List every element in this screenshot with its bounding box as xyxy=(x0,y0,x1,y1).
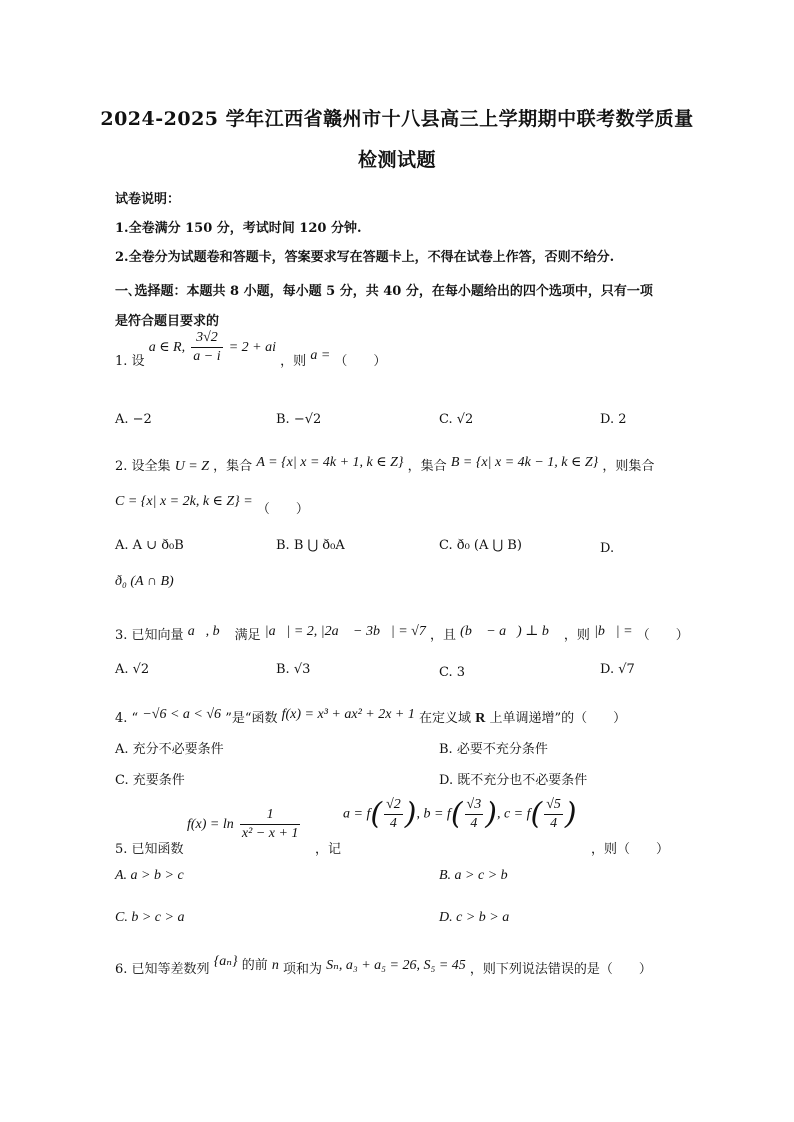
q3-option-c: C. 3 xyxy=(439,665,466,680)
q2-option-b: B. B ⋃ ð₀A xyxy=(276,538,345,553)
q1-option-b: B. −√2 xyxy=(276,412,322,427)
q2-set-b: B = {x| x = 4k − 1, k ∈ Z} xyxy=(450,455,599,470)
instructions-heading: 试卷说明： xyxy=(115,192,181,207)
instruction-item-1: 1.全卷满分 150 分，考试时间 120 分钟. xyxy=(115,221,362,236)
q3-option-a: A. √2 xyxy=(115,662,150,677)
q2-universal-set: U = Z xyxy=(174,459,210,474)
q5-func-fraction xyxy=(240,806,301,843)
question-2-line2 xyxy=(115,490,309,517)
q4-option-a: A. 充分不必要条件 xyxy=(115,742,224,757)
exam-title-line2: 检测试题 xyxy=(357,149,436,171)
question-6 xyxy=(115,954,652,978)
q6-condition: Sₙ, a₃ + a₅ = 26, S₅ = 45 xyxy=(326,958,466,973)
q5-a-den: 4 xyxy=(389,816,397,831)
q5-func-lhs: f(x) = ln xyxy=(187,817,234,832)
question-3 xyxy=(115,624,689,644)
question-4 xyxy=(115,707,626,727)
q4-condition: −√6 < a < √6 xyxy=(142,707,222,722)
q2-option-a: A. A ∪ ð₀B xyxy=(115,538,184,553)
q1-blank: （ ） xyxy=(334,354,387,369)
q5-b-num: √3 xyxy=(465,796,484,815)
q2-option-d: D. xyxy=(600,541,615,556)
q6-mid: 的前 xyxy=(241,958,268,973)
q4-option-b: B. 必要不充分条件 xyxy=(439,742,548,757)
q2-tail: ，则集合 xyxy=(602,459,655,474)
q5-definitions: a = f( $\frac{√2}{4}$ ), b = f( $\frac{√3}{4}$ ), c = f( $\frac{√5}{4}$ ) xyxy=(343,796,577,832)
q1-frac-num: 3√2 xyxy=(191,329,222,348)
q5-option-a: A. a > b > c xyxy=(115,868,184,883)
q2-option-d-content: ð₀ (A ∩ B) xyxy=(115,574,174,589)
q6-tail: ，则下列说法错误的是（ ） xyxy=(469,962,652,977)
q5-function xyxy=(187,806,302,843)
q5-func-den: x² − x + 1 xyxy=(241,826,299,841)
q4-function: f(x) = x³ + ax² + 2x + 1 xyxy=(281,707,415,722)
q5-a-fraction xyxy=(384,796,403,833)
q1-frac-den: a − i xyxy=(193,349,221,364)
q5-b-den: 4 xyxy=(470,816,478,831)
q4-tail2: 上单调递增”的（ ） xyxy=(489,711,627,726)
q1-option-a: A. −2 xyxy=(115,412,152,427)
q5-c-den: 4 xyxy=(550,816,558,831)
q6-n: n xyxy=(271,958,279,973)
q4-mid: ”是“函数 xyxy=(225,711,278,726)
q1-equation: = 2 + ai xyxy=(228,340,277,355)
q3-tail: ，则 xyxy=(563,628,590,643)
question-1 xyxy=(115,330,387,380)
q3-option-d: D. √7 xyxy=(600,662,635,677)
q5-a-num: √2 xyxy=(384,796,403,815)
q6-sequence: {aₙ} xyxy=(213,954,238,969)
q2-mid2: ，集合 xyxy=(407,459,447,474)
q3-vectors: a⃗, b⃗ xyxy=(187,624,231,639)
q2-prefix: 2. 设全集 xyxy=(115,459,171,474)
q5-c-fraction xyxy=(544,796,563,833)
q3-perpendicular: (b⃗ − a⃗) ⊥ b⃗ xyxy=(460,624,560,639)
q5-option-b: B. a > c > b xyxy=(439,868,508,883)
q1-option-c: C. √2 xyxy=(439,412,474,427)
q2-blank: （ ） xyxy=(256,502,309,517)
q3-option-b: B. √3 xyxy=(276,662,311,677)
q1-fraction xyxy=(191,329,222,366)
q1-tail: ，则 xyxy=(280,354,307,369)
q3-prefix: 3. 已知向量 xyxy=(115,628,184,643)
q3-condition: |a⃗| = 2, |2a⃗ − 3b⃗| = √7 xyxy=(264,624,426,639)
q5-tail: ，则（ ） xyxy=(591,842,670,857)
q6-mid2: 项和为 xyxy=(283,962,323,977)
q1-expression xyxy=(148,330,280,364)
q1-condition: a ∈ R, xyxy=(148,340,186,355)
q5-option-c: C. b > c > a xyxy=(115,910,185,925)
q1-option-d: D. 2 xyxy=(600,412,627,427)
q4-domain-r: R xyxy=(475,711,486,726)
q2-mid1: ，集合 xyxy=(213,459,253,474)
q5-prefix: 5. 已知函数 xyxy=(115,842,184,857)
q5-b-fraction xyxy=(465,796,484,833)
section-heading-line1: 一､选择题：本题共 8 小题，每小题 5 分，共 40 分，在每小题给出的四个选项中，只有一项 xyxy=(115,284,653,299)
q3-mid2: ，且 xyxy=(430,628,457,643)
q1-prefix: 1. 设 xyxy=(115,354,145,369)
q2-option-c: C. ð₀ (A ⋃ B) xyxy=(439,538,522,553)
instruction-item-2: 2.全卷分为试题卷和答题卡，答案要求写在答题卡上，不得在试卷上作答，否则不给分. xyxy=(115,250,615,265)
q3-ask: |b⃗| = xyxy=(594,624,633,639)
q4-option-c: C. 充要条件 xyxy=(115,773,185,788)
q5-c-num: √5 xyxy=(544,796,563,815)
exam-title-line1: 2024-2025 学年江西省赣州市十八县高三上学期期中联考数学质量 xyxy=(100,108,694,130)
q2-set-c: C = {x| x = 2k, k ∈ Z} = xyxy=(115,494,253,509)
q4-tail: 在定义域 xyxy=(419,711,472,726)
q4-option-d: D. 既不充分也不必要条件 xyxy=(439,773,588,788)
question-2-line1 xyxy=(115,455,654,475)
section-heading-line2: 是符合题目要求的 xyxy=(115,314,220,329)
q5-option-d: D. c > b > a xyxy=(439,910,510,925)
q4-prefix: 4. “ xyxy=(115,711,139,726)
q3-mid: 满足 xyxy=(234,628,261,643)
q1-ask: a = xyxy=(310,348,331,363)
q3-blank: （ ） xyxy=(636,628,689,643)
q2-set-a: A = {x| x = 4k + 1, k ∈ Z} xyxy=(256,455,404,470)
q5-mid: ，记 xyxy=(315,842,342,857)
q6-prefix: 6. 已知等差数列 xyxy=(115,962,210,977)
q5-func-num: 1 xyxy=(240,806,301,825)
